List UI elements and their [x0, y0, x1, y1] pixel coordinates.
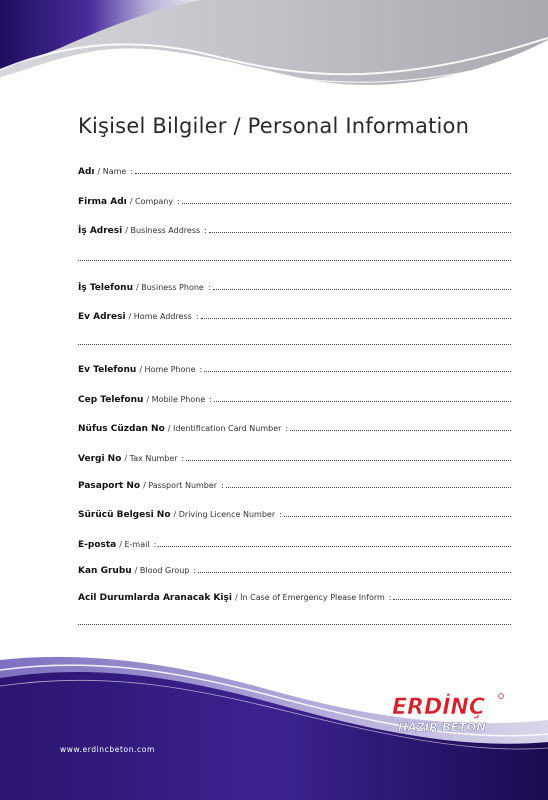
- registered-mark-icon: [499, 694, 504, 699]
- field-blood-group[interactable]: [78, 566, 511, 576]
- field-label: Adı: [78, 167, 95, 177]
- fill-line[interactable]: [393, 593, 511, 600]
- field-sublabel: / Driving Licence Number: [173, 510, 276, 519]
- fill-line[interactable]: [135, 167, 511, 174]
- colon: :: [388, 593, 392, 602]
- field-label: İş Adresi: [78, 226, 123, 236]
- fill-line[interactable]: [204, 365, 511, 372]
- colon: :: [204, 226, 207, 235]
- fill-line[interactable]: [198, 566, 511, 573]
- field-sublabel: / Mobile Phone: [146, 395, 206, 404]
- website-url[interactable]: www.erdincbeton.com: [60, 745, 155, 754]
- colon: :: [153, 540, 157, 549]
- colon: :: [279, 510, 282, 519]
- field-emergency-contact[interactable]: [78, 593, 511, 603]
- colon: :: [285, 424, 289, 433]
- field-home-address[interactable]: [78, 312, 511, 322]
- colon: :: [193, 566, 197, 575]
- emergency-contact-continuation-line[interactable]: [78, 623, 511, 625]
- fill-line[interactable]: [209, 226, 511, 233]
- field-home-phone[interactable]: [78, 365, 511, 375]
- fill-line[interactable]: [201, 312, 511, 319]
- field-company[interactable]: [78, 197, 511, 207]
- fill-line[interactable]: [186, 454, 511, 461]
- logo-tagline: HAZIR BETON: [398, 720, 486, 734]
- field-label: Sürücü Belgesi No: [78, 510, 171, 520]
- field-sublabel: / Company: [129, 197, 174, 206]
- colon: :: [199, 365, 203, 374]
- field-id-card-number[interactable]: [78, 424, 511, 434]
- field-mobile-phone[interactable]: [78, 395, 511, 405]
- field-business-phone[interactable]: [78, 283, 511, 293]
- field-label: Firma Adı: [78, 197, 127, 207]
- top-wave-decoration: [0, 0, 548, 110]
- logo-brand: ERDİNÇ: [392, 695, 485, 720]
- colon: :: [195, 312, 199, 321]
- field-business-address[interactable]: [78, 226, 511, 236]
- colon: :: [130, 167, 134, 176]
- business-address-continuation-line[interactable]: [78, 259, 511, 261]
- fill-line[interactable]: [182, 197, 511, 204]
- field-sublabel: / Home Phone: [139, 365, 196, 374]
- field-email[interactable]: [78, 540, 511, 550]
- field-sublabel: / Name: [97, 167, 127, 176]
- colon: :: [177, 197, 180, 206]
- page-title: Kişisel Bilgiler / Personal Information: [78, 114, 470, 138]
- field-sublabel: / Passport Number: [143, 481, 218, 490]
- field-label: İş Telefonu: [78, 283, 133, 293]
- field-sublabel: / Business Address: [125, 226, 201, 235]
- field-sublabel: / Blood Group: [134, 566, 190, 575]
- field-tax-number[interactable]: [78, 454, 511, 464]
- field-passport-number[interactable]: [78, 481, 511, 491]
- colon: :: [221, 481, 224, 490]
- field-label: E-posta: [78, 540, 117, 550]
- field-label: Nüfus Cüzdan No: [78, 424, 165, 434]
- fill-line[interactable]: [214, 395, 511, 402]
- home-address-continuation-line[interactable]: [78, 343, 511, 345]
- field-sublabel: / Home Address: [128, 312, 192, 321]
- field-label: Pasaport No: [78, 481, 141, 491]
- field-sublabel: / Business Phone: [136, 283, 204, 292]
- colon: :: [181, 454, 185, 463]
- field-label: Ev Adresi: [78, 312, 126, 322]
- fill-line[interactable]: [158, 540, 511, 547]
- fill-line[interactable]: [226, 481, 511, 488]
- field-label: Kan Grubu: [78, 566, 132, 576]
- field-label: Cep Telefonu: [78, 395, 144, 405]
- field-sublabel: / Identification Card Number: [167, 424, 282, 433]
- field-label: Vergi No: [78, 454, 122, 464]
- field-label: Acil Durumlarda Aranacak Kişi: [78, 593, 232, 603]
- field-sublabel: / Tax Number: [124, 454, 178, 463]
- field-sublabel: / E-mail: [119, 540, 150, 549]
- erdinc-logo: [388, 690, 508, 736]
- field-sublabel: / İn Case of Emergency Please Inform: [234, 593, 385, 602]
- fill-line[interactable]: [284, 510, 511, 517]
- fill-line[interactable]: [290, 424, 511, 431]
- fill-line[interactable]: [213, 283, 511, 290]
- field-driving-licence[interactable]: [78, 510, 511, 520]
- colon: :: [207, 283, 211, 292]
- field-name[interactable]: [78, 167, 511, 177]
- field-label: Ev Telefonu: [78, 365, 137, 375]
- colon: :: [209, 395, 212, 404]
